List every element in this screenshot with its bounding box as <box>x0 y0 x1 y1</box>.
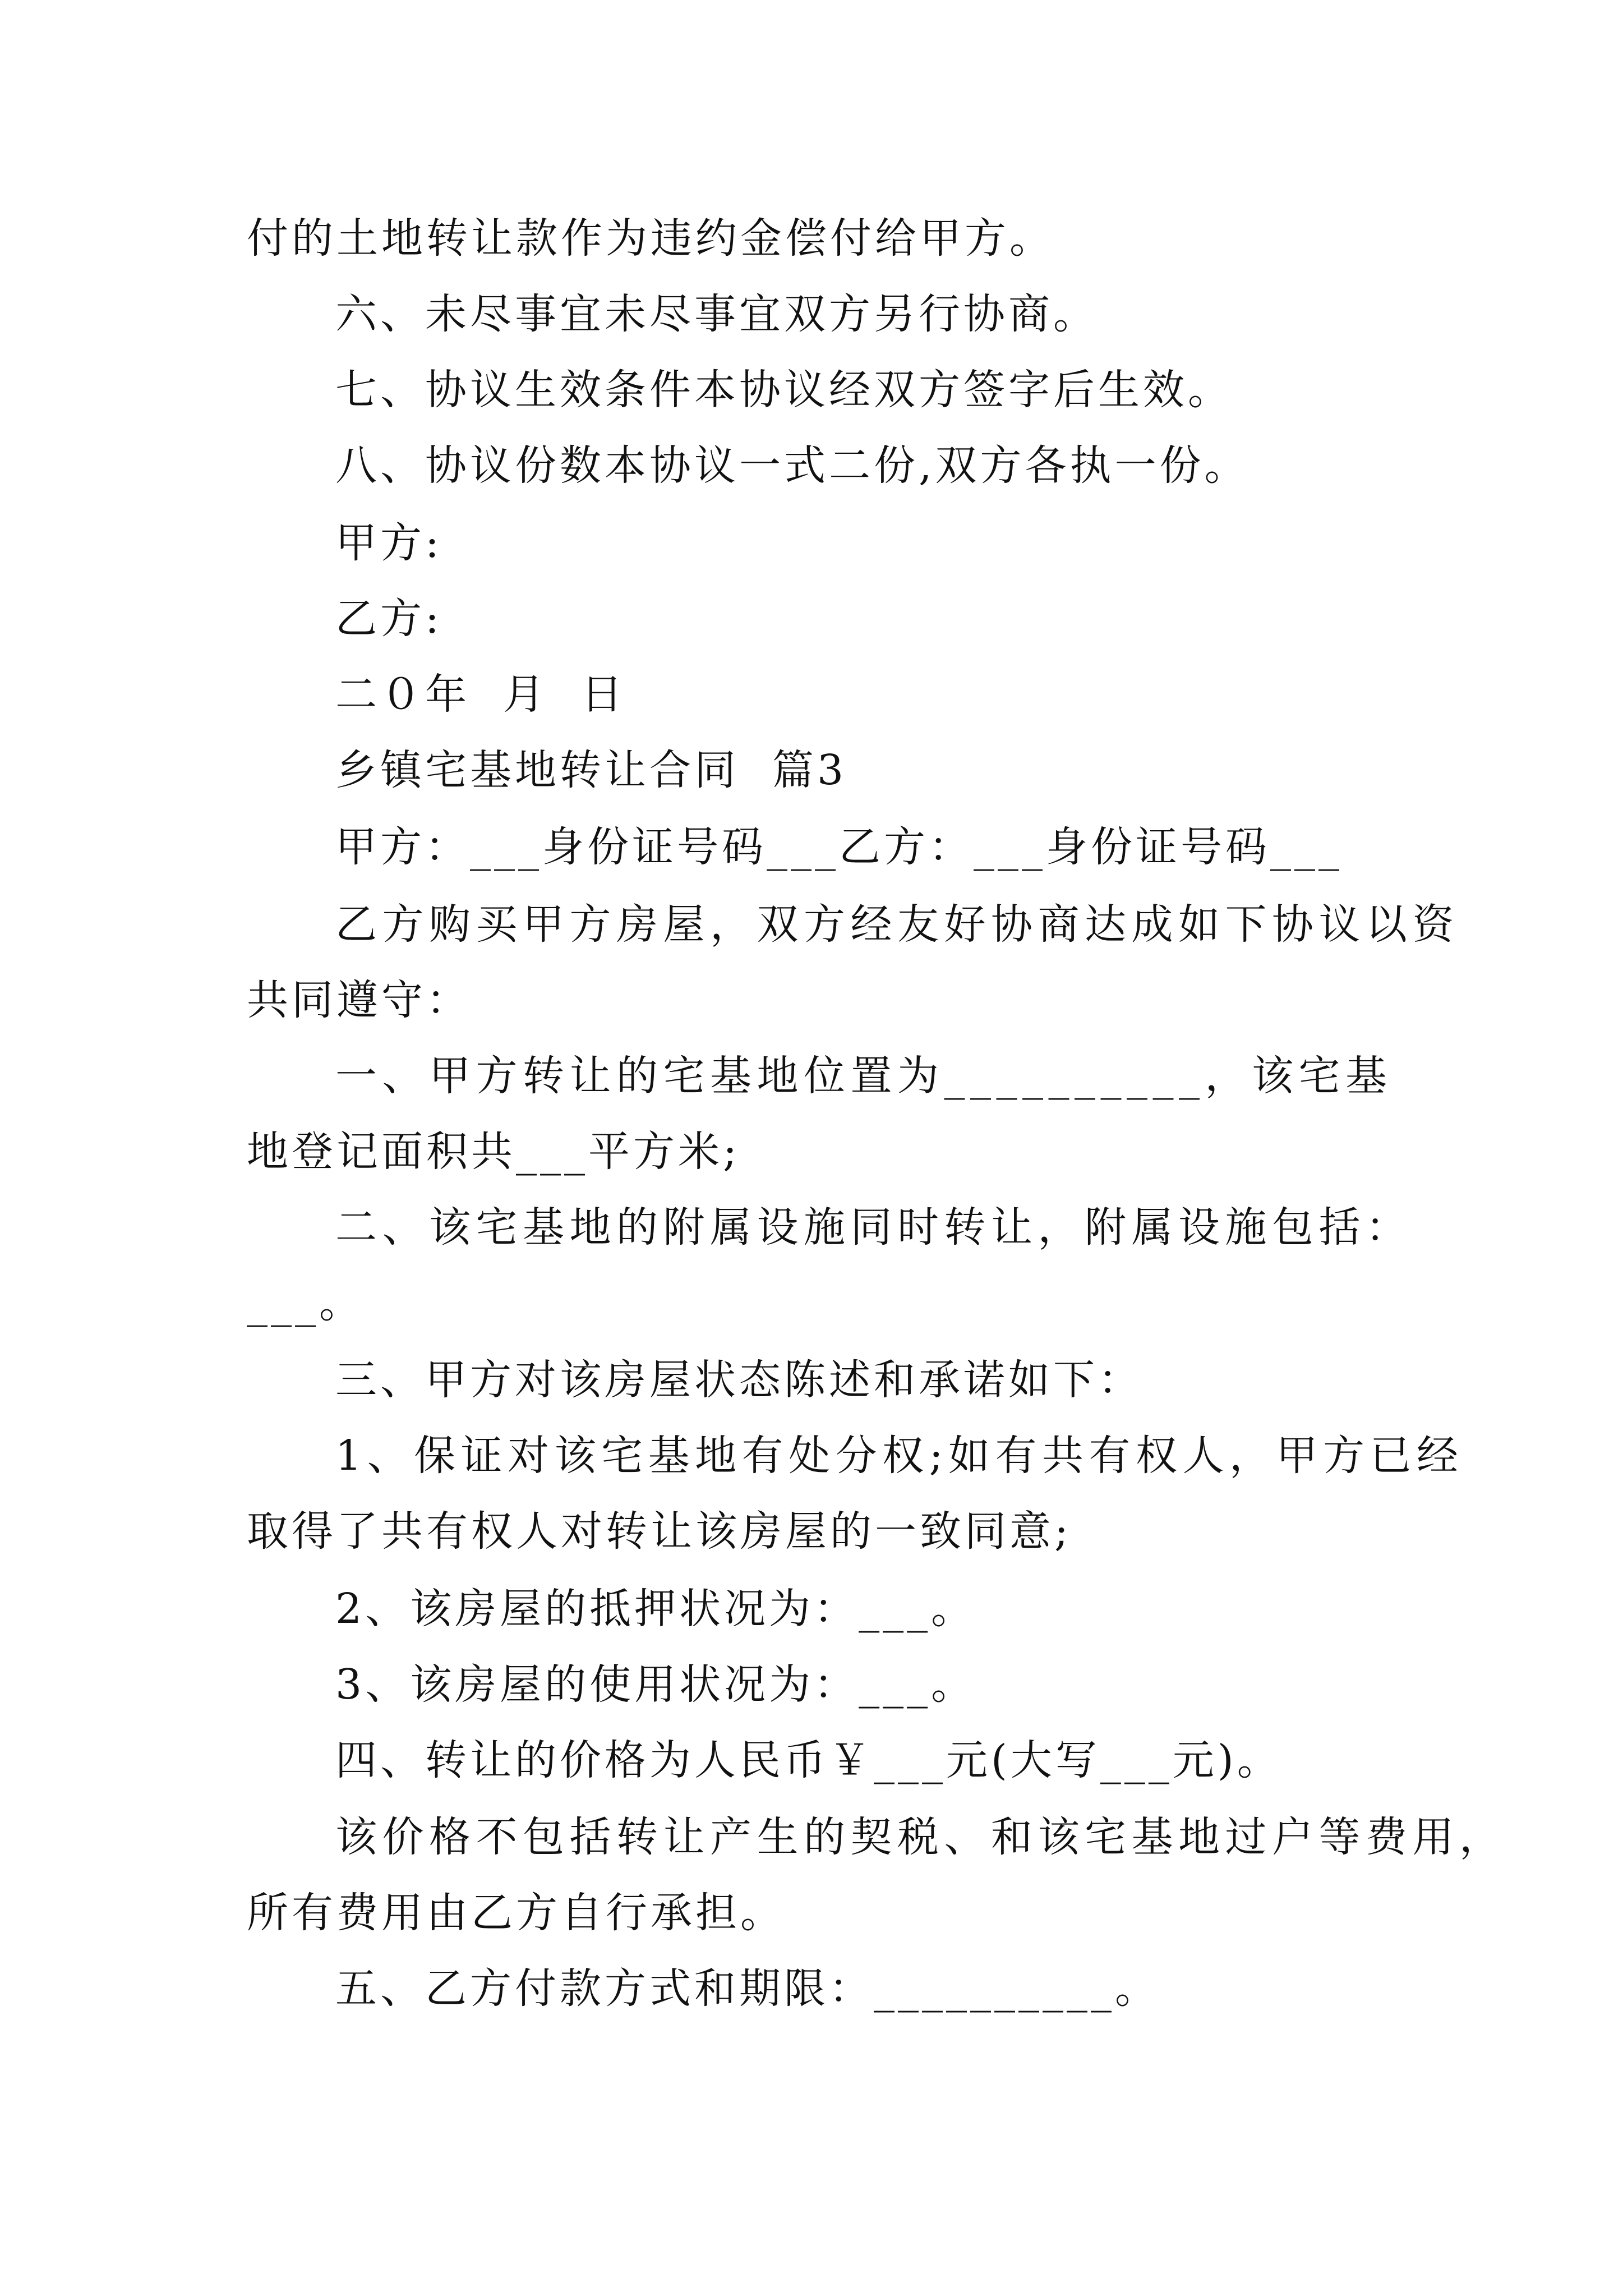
paragraph-line: 付的土地转让款作为违约金偿付给甲方。 <box>247 214 1054 263</box>
clause-eight: 八、协议份数本协议一式二份,双方各执一份。 <box>335 441 1249 490</box>
paragraph-line: 该价格不包括转让产生的契税、和该宅基地过户等费用， <box>335 1813 1506 1861</box>
paragraph-line: 共同遵守： <box>247 976 471 1024</box>
clause-one: 一、甲方转让的宅基地位置为__________，该宅基 <box>335 1052 1393 1100</box>
paragraph-line: 取得了共有权人对转让该房屋的一致同意; <box>247 1507 1072 1556</box>
clause-two: 二、该宅基地的附属设施同时转让，附属设施包括： <box>335 1203 1413 1251</box>
party-a-signature: 甲方: <box>335 519 442 567</box>
clause-three-item-1: 1、保证对该宅基地有处分权;如有共有权人，甲方已经 <box>335 1432 1464 1480</box>
clause-seven: 七、协议生效条件本协议经双方签字后生效。 <box>335 366 1233 414</box>
clause-four: 四、转让的价格为人民币￥___元(大写___元)。 <box>335 1736 1282 1784</box>
clause-three: 三、甲方对该房屋状态陈述和承诺如下： <box>335 1356 1143 1404</box>
clause-six: 六、未尽事宜未尽事宜双方另行协商。 <box>335 290 1098 338</box>
party-b-signature: 乙方: <box>335 595 442 643</box>
paragraph-line: 地登记面积共___平方米; <box>247 1128 740 1176</box>
date-line: 二０年 月 日 <box>335 670 626 719</box>
paragraph-line: 乙方购买甲方房屋，双方经友好协商达成如下协议以资 <box>335 900 1459 949</box>
paragraph-line: ___。 <box>247 1279 364 1327</box>
section-title: 乡镇宅基地转让合同 篇3 <box>335 746 847 794</box>
clause-five: 五、乙方付款方式和期限：__________。 <box>335 1964 1160 2013</box>
paragraph-line: 所有费用由乙方自行承担。 <box>247 1889 785 1937</box>
clause-three-item-3: 3、该房屋的使用状况为：___。 <box>335 1660 976 1709</box>
parties-id-line: 甲方：___身份证号码___乙方：___身份证号码___ <box>335 823 1343 871</box>
clause-three-item-2: 2、该房屋的抵押状况为：___。 <box>335 1585 976 1633</box>
